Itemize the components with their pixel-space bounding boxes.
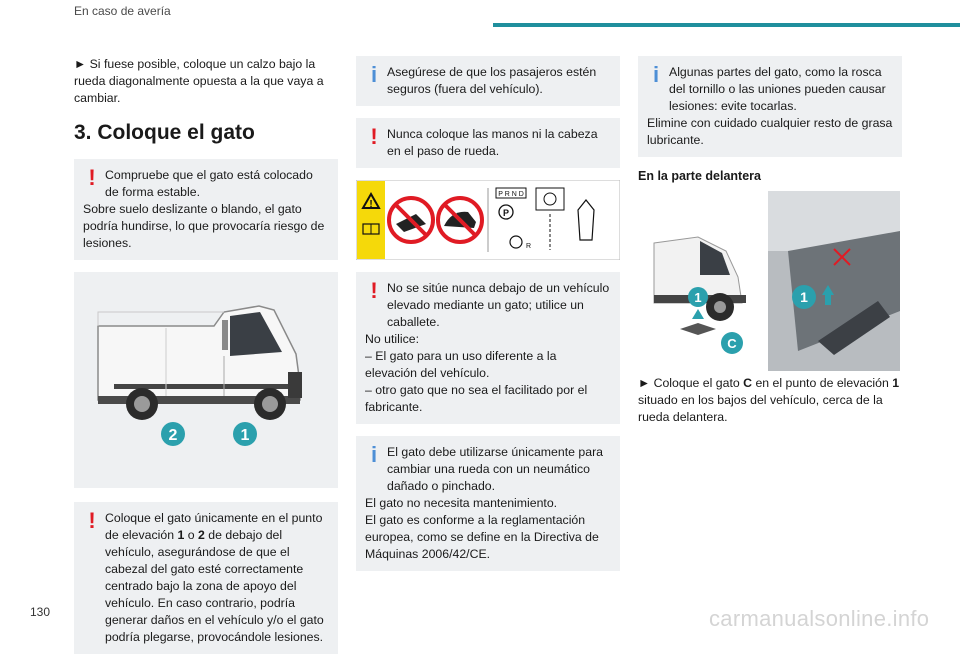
warning-text: Sobre suelo deslizante o blando, el gato podría hundirse, lo que provocaría riesgo de lesiones.: [83, 202, 325, 250]
svg-text:P R N D: P R N D: [498, 191, 524, 198]
warning-text: – otro gato que no sea el facilitado por el fabricante.: [365, 383, 588, 414]
page-number: 130: [30, 605, 51, 619]
warning-text: Coloque el gato únicamente en el punto de elevación 1 o 2 de debajo del vehículo, asegurándose de que el cabezal del gato esté correctamente centrado bajo la zona de apoyo del vehículo. En caso contrario, podría generar daños en el vehículo y/o el gato podría plegarse, provocándole lesiones.: [105, 511, 324, 644]
info-icon: i: [370, 62, 378, 87]
svg-text:1: 1: [800, 289, 808, 305]
column-3: [638, 56, 902, 426]
section-header: En caso de avería: [74, 4, 171, 18]
svg-text:1: 1: [694, 290, 702, 305]
warning-box-under-vehicle: [356, 272, 620, 424]
info-icon: i: [370, 442, 378, 467]
warning-exclamation-icon: !: [88, 508, 96, 533]
svg-text:C: C: [727, 336, 737, 351]
warning-text: – El gato para un uso diferente a la elevación del vehículo.: [365, 349, 557, 380]
warning-box-stability: [74, 159, 338, 260]
svg-text:1: 1: [240, 427, 250, 444]
svg-text:R: R: [526, 243, 532, 250]
svg-text:P: P: [502, 208, 510, 218]
info-box-jack-parts: [638, 56, 902, 157]
intro-bullet: ► Si fuese posible, coloque un calzo bajo la rueda diagonalmente opuesta a la que vaya a cambiar.: [74, 57, 324, 105]
warning-exclamation-icon: !: [370, 124, 378, 149]
section-heading: 3. Coloque el gato: [74, 121, 255, 144]
watermark: carmanualsonline.info: [709, 606, 930, 631]
front-jack-figure: [638, 191, 902, 371]
warning-text: No se sitúe nunca debajo de un vehículo elevado mediante un gato; utilice un caballete.: [387, 281, 610, 329]
front-jack-point-icon: [638, 191, 902, 371]
warning-text: No utilice:: [365, 332, 419, 346]
info-box-passengers: [356, 56, 620, 106]
info-text: Asegúrese de que los pasajeros estén seguros (fuera del vehículo).: [387, 65, 597, 96]
info-text: El gato es conforme a la reglamentación europea, como se define en la Directiva de Máquinas 2006/42/CE.: [365, 513, 599, 561]
warning-exclamation-icon: !: [88, 165, 96, 190]
subheading-front: En la parte delantera: [638, 169, 761, 183]
info-text: Elimine con cuidado cualquier resto de grasa lubricante.: [647, 116, 893, 147]
info-text: Algunas partes del gato, como la rosca del tornillo o las uniones pueden causar lesiones: evite tocarlas.: [669, 65, 886, 113]
info-text: El gato no necesita mantenimiento.: [365, 496, 558, 510]
warning-box-hands: [356, 118, 620, 168]
warning-text: Compruebe que el gato está colocado de forma estable.: [105, 168, 313, 199]
info-text: El gato debe utilizarse únicamente para cambiar una rueda con un neumático dañado o pinchado.: [387, 445, 604, 493]
svg-text:2: 2: [168, 427, 178, 444]
safety-pictograms-icon: [356, 180, 620, 260]
warning-exclamation-icon: !: [370, 278, 378, 303]
warning-box-jack-point: [74, 502, 338, 654]
info-box-jack-use: [356, 436, 620, 571]
header-accent-bar: [493, 23, 960, 27]
step-text: ► Coloque el gato C en el punto de elevación 1 situado en los bajos del vehículo, cerca de la rueda delantera.: [638, 376, 900, 424]
safety-pictogram-strip: [356, 180, 620, 260]
van-figure: [74, 272, 338, 488]
svg-text:!: !: [369, 199, 373, 210]
warning-text: Nunca coloque las manos ni la cabeza en el paso de rueda.: [387, 127, 598, 158]
info-icon: i: [652, 62, 660, 87]
column-2: [356, 56, 620, 583]
column-1: [74, 56, 338, 666]
van-side-view-icon: [74, 272, 338, 488]
